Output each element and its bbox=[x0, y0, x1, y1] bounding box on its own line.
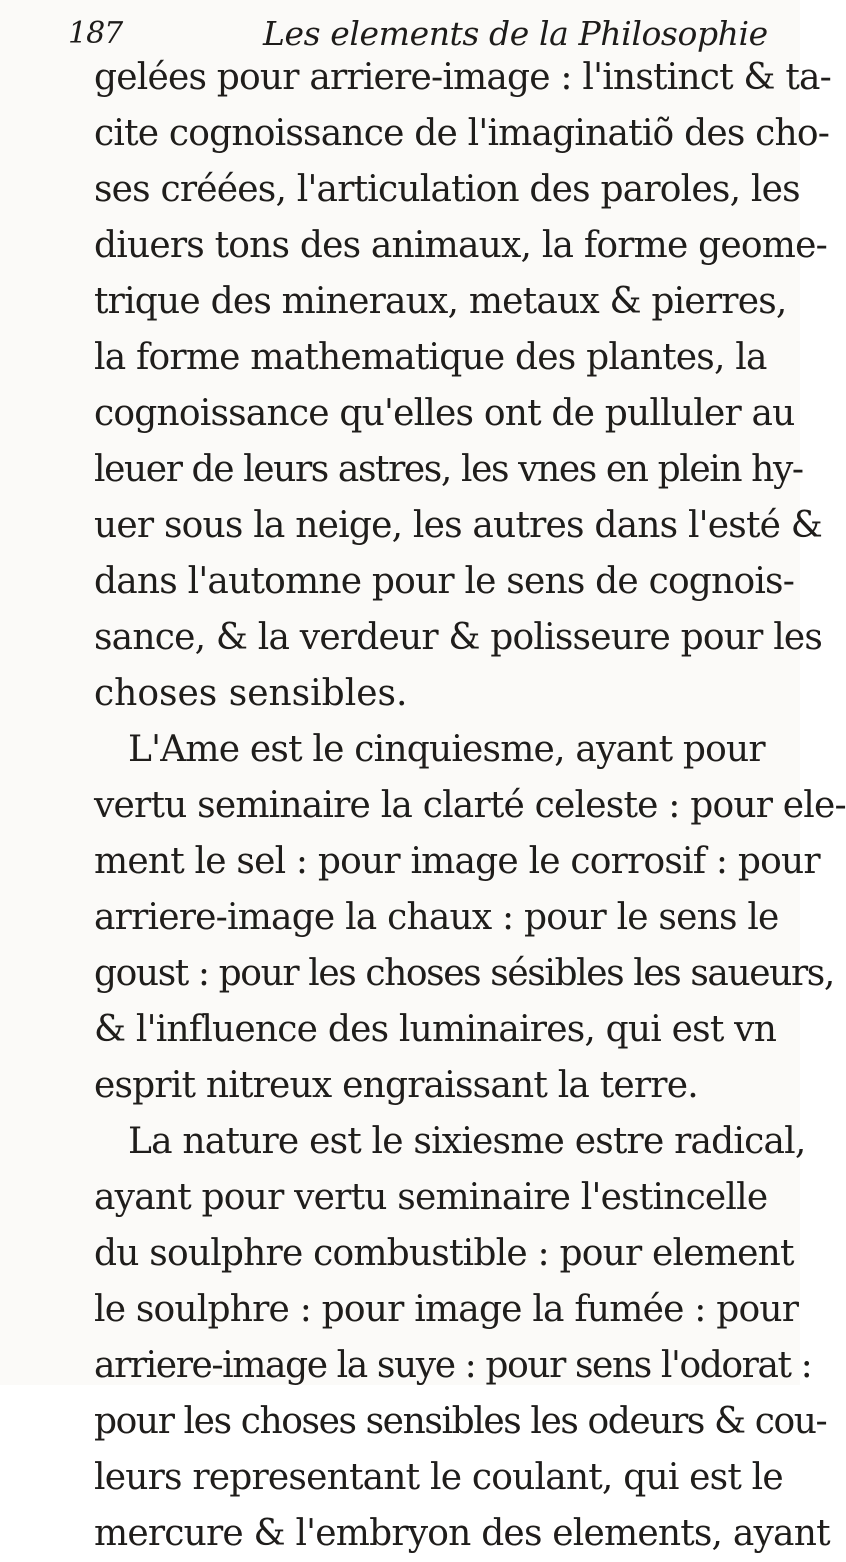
text-line: arriere-image la chaux : pour le sens le bbox=[94, 897, 779, 938]
text-line: gelées pour arriere-image : l'instinct & ta- bbox=[94, 57, 832, 98]
running-title: Les elements de la Philosophie bbox=[263, 14, 768, 53]
text-line: du soulphre combustible : pour element bbox=[94, 1233, 794, 1274]
text-line: dans l'automne pour le sens de cognois- bbox=[94, 561, 795, 602]
text-line: ment le sel : pour image le corrosif : pour bbox=[94, 841, 820, 882]
text-line: leurs representant le coulant, qui est le bbox=[94, 1457, 783, 1498]
text-line: vertu seminaire la clarté celeste : pour ele- bbox=[94, 785, 846, 826]
text-line: goust : pour les choses sésibles les saueurs, bbox=[94, 953, 834, 994]
text-line: arriere-image la suye : pour sens l'odorat : bbox=[94, 1345, 812, 1386]
text-block bbox=[94, 50, 846, 1562]
text-line: ayant pour vertu seminaire l'estincelle bbox=[94, 1177, 768, 1218]
paragraph-start-line: L'Ame est le cinquiesme, ayant pour bbox=[128, 729, 765, 770]
text-line: trique des mineraux, metaux & pierres, bbox=[94, 281, 787, 322]
text-line: leuer de leurs astres, les vnes en plein hy- bbox=[94, 449, 803, 490]
text-line: mercure & l'embryon des elements, ayant bbox=[94, 1513, 830, 1554]
text-line: sance, & la verdeur & polisseure pour les bbox=[94, 617, 823, 658]
text-line: choses sensibles. bbox=[94, 673, 408, 714]
text-line: diuers tons des animaux, la forme geome- bbox=[94, 225, 827, 266]
text-line: cite cognoissance de l'imaginatiõ des cho- bbox=[94, 113, 830, 154]
text-line: pour les choses sensibles les odeurs & cou- bbox=[94, 1401, 827, 1442]
text-line: ses créées, l'articulation des paroles, les bbox=[94, 169, 800, 210]
text-line: la forme mathematique des plantes, la bbox=[94, 337, 767, 378]
text-line: & l'influence des luminaires, qui est vn bbox=[94, 1009, 777, 1050]
text-line: esprit nitreux engraissant la terre. bbox=[94, 1065, 698, 1106]
text-line: uer sous la neige, les autres dans l'esté & bbox=[94, 505, 822, 546]
paragraph-start-line: La nature est le sixiesme estre radical, bbox=[128, 1121, 806, 1162]
text-line: cognoissance qu'elles ont de pulluler au bbox=[94, 393, 795, 434]
page-number: 187 bbox=[68, 16, 123, 51]
text-line: le soulphre : pour image la fumée : pour bbox=[94, 1289, 799, 1330]
